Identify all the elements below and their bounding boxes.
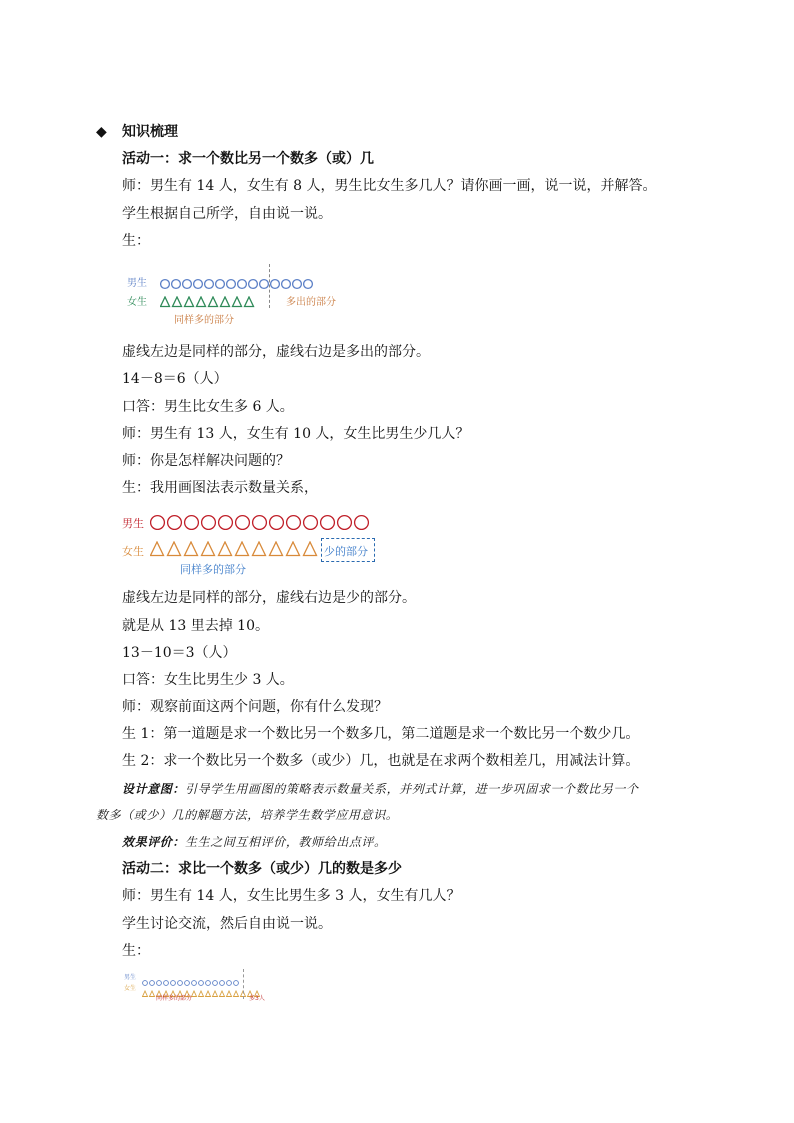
triangle-mark (236, 542, 249, 556)
circle-mark (205, 280, 214, 289)
para-remove: 就是从 13 里去掉 10。 (122, 618, 269, 634)
circle-mark (270, 516, 284, 530)
para-equation-2: 13－10＝3（人） (122, 645, 237, 661)
para-student-1: 生 1：第一道题是求一个数比另一个数多几，第二道题是求一个数比另一个数少几。 (122, 726, 640, 742)
d2-boy-label: 男生 (122, 517, 144, 530)
d1-dashed-divider (269, 264, 270, 308)
para-teacher-ask: 师：你是怎样解决问题的？ (122, 453, 290, 469)
triangle-mark (304, 542, 317, 556)
triangle-mark (227, 991, 232, 997)
circle-mark (260, 280, 269, 289)
circle-mark (355, 516, 369, 530)
circle-mark (304, 280, 313, 289)
para-discuss: 学生讨论交流，然后自由说一说。 (122, 916, 332, 932)
evaluation-line (122, 833, 387, 851)
para-d2-explain: 虚线左边是同样的部分，虚线右边是少的部分。 (122, 590, 416, 606)
para-teacher-question-3: 师：男生有 14 人，女生比男生多 3 人，女生有几人？ (122, 888, 461, 904)
d1-girls-svg (160, 296, 256, 308)
diagram-girls-more-3 (120, 968, 280, 1004)
circle-mark (287, 516, 301, 530)
circle-mark (293, 280, 302, 289)
circle-mark (185, 516, 199, 530)
circle-mark (216, 280, 225, 289)
para-student-say: 学生根据自己所学，自由说一说。 (122, 206, 332, 222)
triangle-mark (206, 991, 211, 997)
d1-girl-marks (160, 293, 256, 312)
triangle-mark (234, 991, 239, 997)
activity-1-title: 活动一：求一个数比另一个数多（或）几 (122, 151, 374, 167)
circle-mark (227, 280, 236, 289)
d1-more-label: 多出的部分 (286, 297, 336, 308)
triangle-mark (287, 542, 300, 556)
circle-mark (271, 280, 280, 289)
triangle-mark (213, 991, 218, 997)
triangle-mark (209, 297, 218, 307)
triangle-mark (197, 297, 206, 307)
d2-boy-marks (150, 514, 371, 535)
para-student-label-3: 生： (122, 943, 150, 959)
para-teacher-question-2: 师：男生有 13 人，女生有 10 人，女生比男生少几人？ (122, 426, 470, 442)
circle-mark (338, 516, 352, 530)
para-answer-2: 口答：女生比男生少 3 人。 (122, 672, 294, 688)
triangle-mark (220, 991, 225, 997)
d3-more-label: 多3人 (249, 995, 265, 1002)
triangle-mark (192, 991, 197, 997)
triangle-mark (221, 297, 230, 307)
para-equation-1: 14－8＝6（人） (122, 371, 228, 387)
para-d1-explain: 虚线左边是同样的部分，虚线右边是多出的部分。 (122, 344, 430, 360)
design-intent-text-1: 引导学生用画图的策略表示数量关系，并列式计算，进一步巩固求一个数比另一个 (185, 782, 639, 796)
para-student-draw: 生：我用画图法表示数量关系， (122, 480, 318, 496)
triangle-mark (253, 542, 266, 556)
d3-same-label: 同样多的部分 (156, 995, 193, 1002)
d1-boy-label: 男生 (127, 278, 147, 289)
diagram-boys-girls-more (120, 262, 380, 328)
triangle-mark (233, 297, 242, 307)
d2-girl-marks (150, 541, 320, 561)
circle-mark (236, 516, 250, 530)
circle-mark (219, 516, 233, 530)
circle-mark (249, 280, 258, 289)
d1-girl-label: 女生 (127, 297, 147, 308)
d1-boys-svg (160, 278, 314, 290)
para-student-2: 生 2：求一个数比另一个数多（或少）几，也就是在求两个数相差几，用减法计算。 (122, 753, 640, 769)
evaluation-label: 效果评价： (122, 835, 186, 849)
d3-girl-label: 女生 (124, 985, 137, 992)
triangle-mark (150, 991, 155, 997)
section-heading: 知识梳理 (122, 124, 178, 140)
triangle-mark (168, 542, 181, 556)
triangle-mark (173, 297, 182, 307)
circle-mark (253, 516, 267, 530)
para-teacher-observe: 师：观察前面这两个问题，你有什么发现？ (122, 699, 388, 715)
design-intent-label: 设计意图： (122, 782, 186, 796)
diagram-boys-girls-less (120, 508, 390, 578)
d1-boy-marks (160, 275, 314, 294)
circle-mark (172, 280, 181, 289)
circle-mark (202, 516, 216, 530)
design-intent-line-1 (122, 780, 639, 798)
circle-mark (321, 516, 335, 530)
design-intent-text-2: 数多（或少）几的解题方法，培养学生数学应用意识。 (96, 808, 399, 822)
evaluation-text: 生生之间互相评价，教师给出点评。 (185, 835, 387, 849)
triangle-mark (270, 542, 283, 556)
d2-boys-svg (150, 514, 371, 531)
triangle-mark (151, 542, 164, 556)
circle-mark (183, 280, 192, 289)
triangle-mark (219, 542, 232, 556)
d3-dashed-divider (243, 969, 244, 999)
activity-2-title: 活动二：求比一个数多（或少）几的数是多少 (122, 861, 402, 877)
circle-mark (194, 280, 203, 289)
triangle-mark (161, 297, 170, 307)
triangle-mark (245, 297, 254, 307)
para-answer-1: 口答：男生比女生多 6 人。 (122, 399, 294, 415)
bullet-icon: ◆ (96, 124, 107, 140)
triangle-mark (199, 991, 204, 997)
circle-mark (282, 280, 291, 289)
circle-mark (304, 516, 318, 530)
circle-mark (151, 516, 165, 530)
circle-mark (238, 280, 247, 289)
para-student-label: 生： (122, 233, 150, 249)
d2-girl-label: 女生 (122, 545, 144, 558)
d3-boy-label: 男生 (124, 974, 137, 981)
circle-mark (168, 516, 182, 530)
triangle-mark (143, 991, 148, 997)
d2-less-label: 少的部分 (324, 545, 368, 558)
circle-mark (161, 280, 170, 289)
triangle-mark (185, 297, 194, 307)
d1-same-label: 同样多的部分 (174, 315, 234, 326)
para-teacher-question-1: 师：男生有 14 人，女生有 8 人，男生比女生多几人？请你画一画，说一说，并解答。 (122, 178, 657, 194)
triangle-mark (202, 542, 215, 556)
d2-girls-svg (150, 541, 320, 557)
d2-same-label: 同样多的部分 (180, 563, 246, 576)
triangle-mark (185, 542, 198, 556)
